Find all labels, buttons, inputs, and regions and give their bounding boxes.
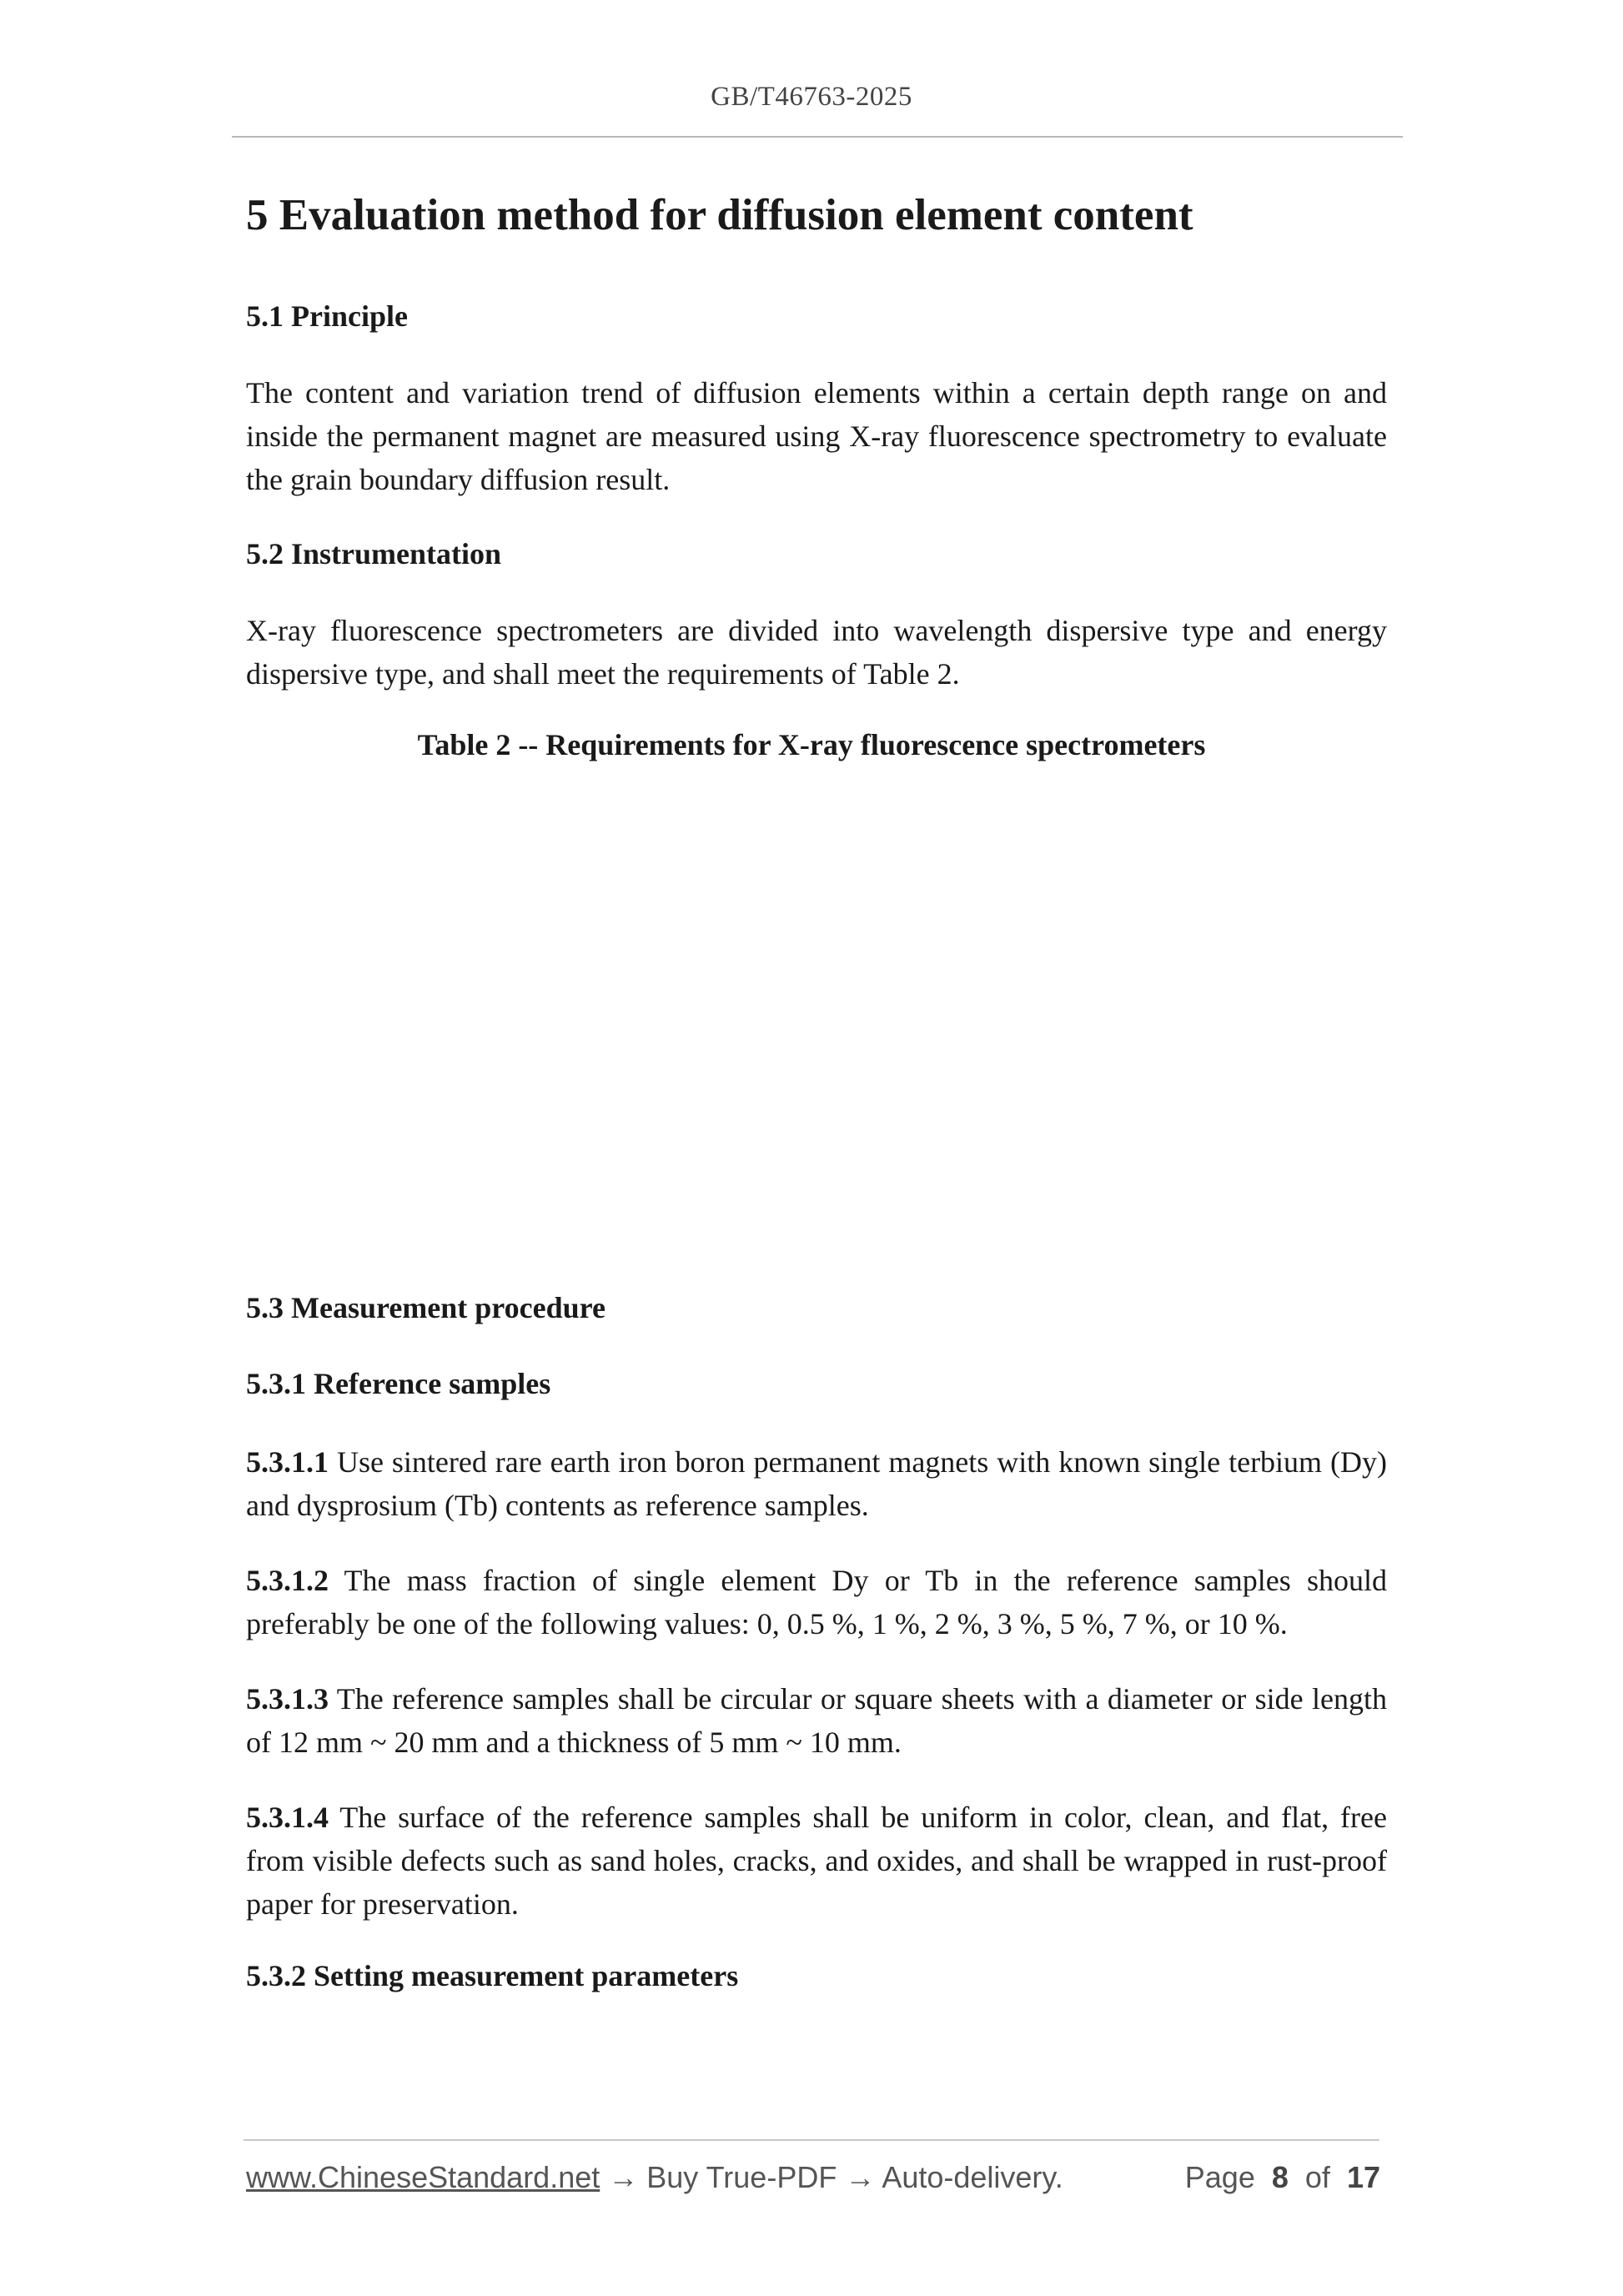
of-label: of [1304, 2160, 1330, 2194]
heading-5-3: 5.3 Measurement procedure [246, 1291, 605, 1324]
total-pages: 17 [1346, 2160, 1380, 2194]
clause-text: The mass fraction of single element Dy or Tb in the reference samples should preferably be one of the following values: 0, 0.5 %, 1 %, 2 %, 3 %, 5 %, 7 %, or 10 %. [246, 1564, 1387, 1640]
footer-left [246, 2160, 1063, 2195]
heading-5-3-1: 5.3.1 Reference samples [246, 1367, 551, 1400]
paragraph-principle: The content and variation trend of diffusion elements within a certain depth range on and inside the permanent magnet are measured using X-ray fluorescence spectrometry to evaluate the grain boundary diffusion result. [246, 376, 1387, 496]
clause-number: 5.3.1.4 [246, 1801, 329, 1834]
footer-divider [244, 2139, 1379, 2141]
page-counter [1185, 2160, 1380, 2195]
header-divider [232, 136, 1403, 138]
clause-number: 5.3.1.2 [246, 1564, 329, 1597]
clause-text: The reference samples shall be circular or square sheets with a diameter or side length of 12 mm ~ 20 mm and a thickness of 5 mm ~ 10 mm. [246, 1682, 1387, 1759]
clause-text: Use sintered rare earth iron boron permanent magnets with known single terbium (Dy) and dysprosium (Tb) contents as reference samples. [246, 1445, 1387, 1522]
document-id: GB/T46763-2025 [711, 82, 912, 112]
footer-tagline: → Buy True-PDF → Auto-delivery. [600, 2160, 1063, 2194]
clause-text: The surface of the reference samples shall be uniform in color, clean, and flat, free from visible defects such as sand holes, cracks, and oxides, and shall be wrapped in rust-proof paper for preservation. [246, 1801, 1387, 1921]
heading-5-1: 5.1 Principle [246, 299, 408, 333]
clause-5-3-1-4 [246, 1796, 1387, 1926]
heading-5-3-2: 5.3.2 Setting measurement parameters [246, 1959, 739, 1992]
website-link[interactable]: www.ChineseStandard.net [246, 2160, 600, 2194]
section-title: 5 Evaluation method for diffusion element content [246, 191, 1193, 239]
clause-number: 5.3.1.3 [246, 1682, 329, 1716]
heading-5-2: 5.2 Instrumentation [246, 537, 502, 570]
clause-5-3-1-3 [246, 1677, 1387, 1764]
clause-5-3-1-1 [246, 1440, 1387, 1527]
current-page: 8 [1271, 2160, 1289, 2194]
clause-number: 5.3.1.1 [246, 1445, 329, 1479]
page-label: Page [1184, 2160, 1255, 2194]
paragraph-instrumentation: X-ray fluorescence spectrometers are divided into wavelength dispersive type and energy dispersive type, and shall meet the requirements of Table 2. [246, 614, 1387, 691]
clause-5-3-1-2 [246, 1559, 1387, 1645]
table-caption: Table 2 -- Requirements for X-ray fluorescence spectrometers [417, 728, 1206, 761]
